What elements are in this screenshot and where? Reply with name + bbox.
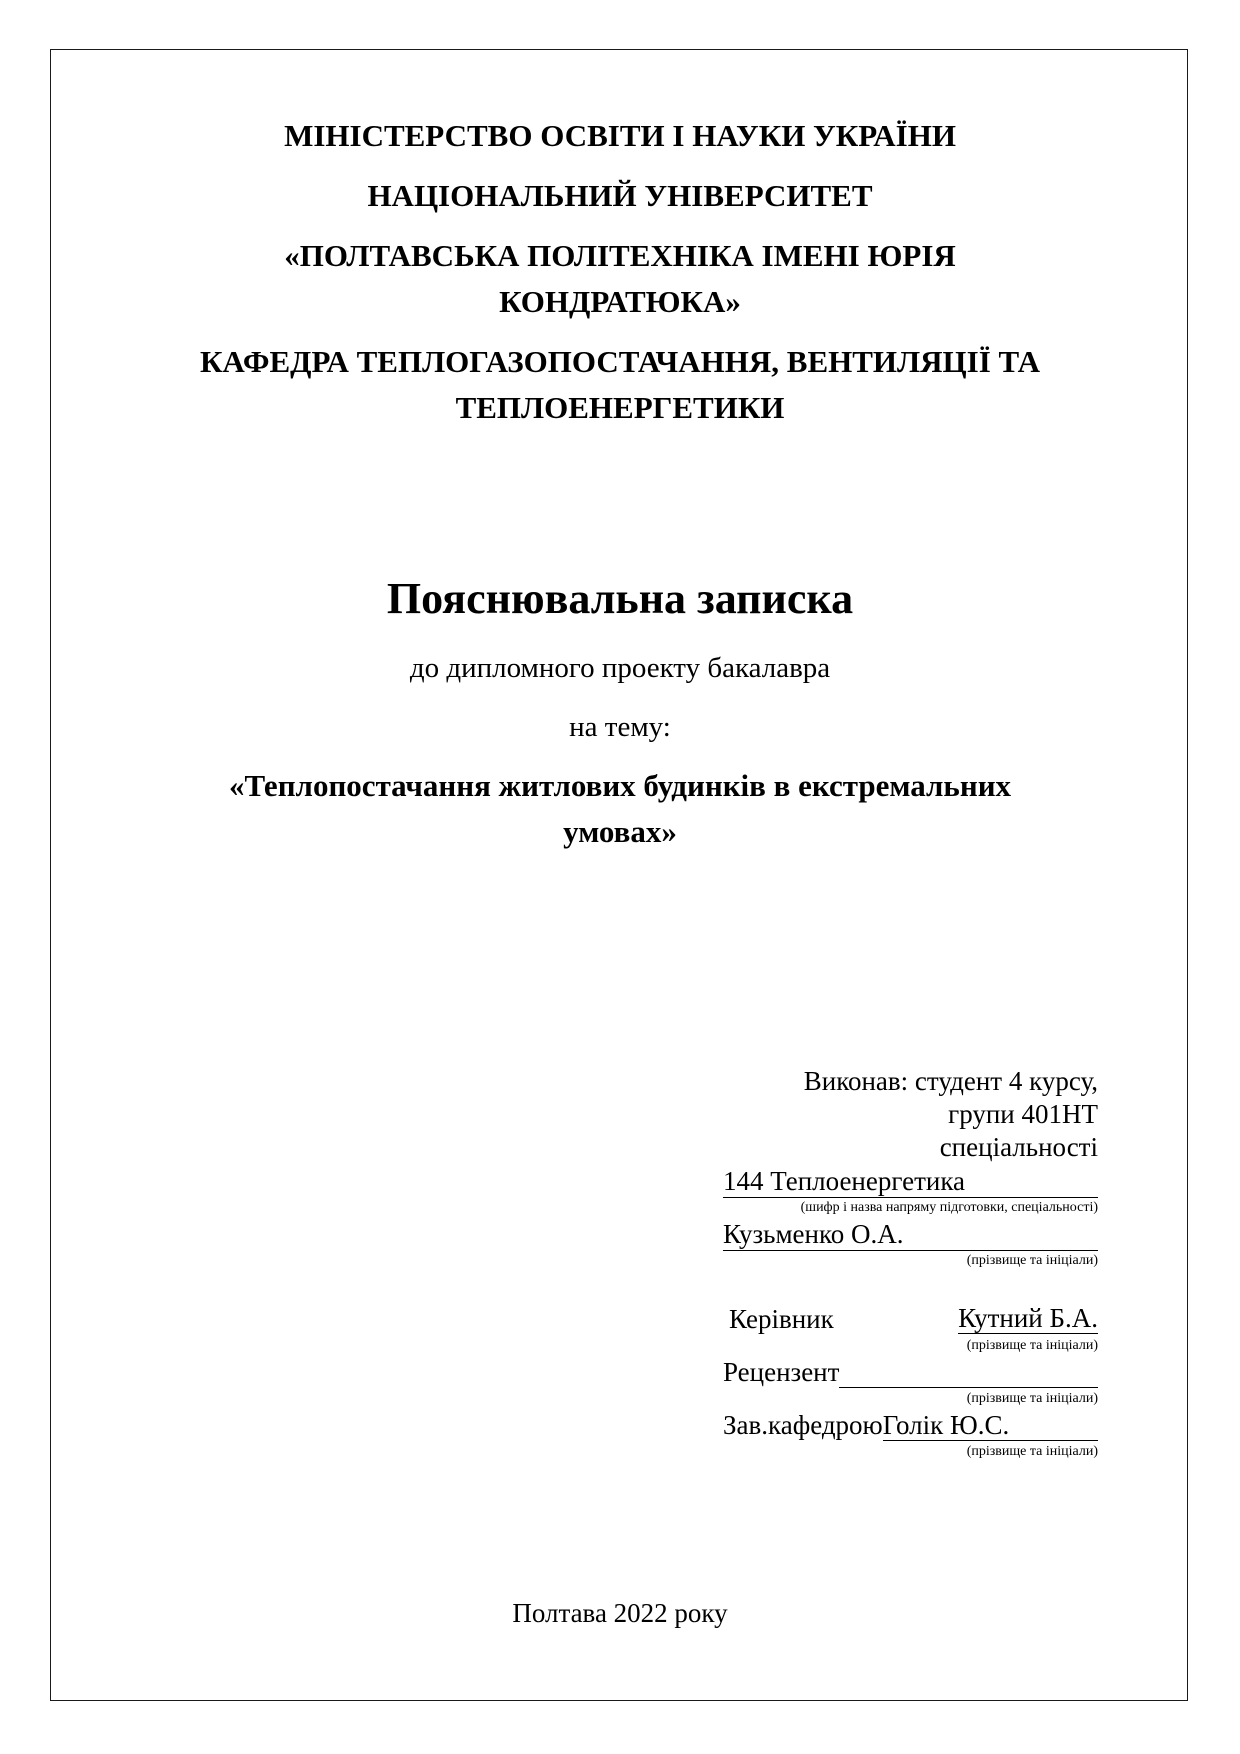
head-name: Голік Ю.С.: [883, 1410, 1098, 1441]
ministry-heading: МІНІСТЕРСТВО ОСВІТИ І НАУКИ УКРАЇНИ: [284, 118, 956, 153]
university-heading-line3: КОНДРАТЮКА»: [499, 284, 741, 319]
specialty-caption: (шифр і назва напряму підготовки, спеціальності): [800, 1200, 1098, 1215]
head-caption: (прізвище та ініціали): [966, 1444, 1098, 1459]
specialty-value: 144 Теплоенергетика: [723, 1165, 1098, 1198]
reviewer-row: [723, 1356, 1098, 1388]
group-label: групи 401НТ: [948, 1099, 1098, 1129]
supervisor-name: Кутний Б.А.: [958, 1303, 1098, 1333]
reviewer-label: Рецензент: [723, 1357, 840, 1387]
city-year: Полтава 2022 року: [512, 1598, 728, 1628]
department-heading-line1: КАФЕДРА ТЕПЛОГАЗОПОСТАЧАННЯ, ВЕНТИЛЯЦІЇ ТА: [199, 344, 1041, 379]
department-heading-line2: ТЕПЛОЕНЕРГЕТИКИ: [455, 390, 785, 425]
supervisor-label: Керівник: [729, 1304, 834, 1334]
document-title: Пояснювальна записка: [386, 574, 854, 623]
head-label: Зав.кафедрою: [723, 1410, 883, 1440]
reviewer-caption: (прізвище та ініціали): [966, 1391, 1098, 1406]
specialty-label: спеціальності: [939, 1132, 1098, 1162]
topic-line1: «Теплопостачання житлових будинків в екстремальних: [228, 768, 1012, 803]
on-topic-label: на тему:: [569, 711, 671, 743]
student-caption: (прізвище та ініціали): [966, 1253, 1098, 1268]
supervisor-row: [723, 1303, 1098, 1335]
performed-by-label: Виконав: студент 4 курсу,: [803, 1066, 1098, 1096]
university-heading-line2: «ПОЛТАВСЬКА ПОЛІТЕХНІКА ІМЕНІ ЮРІЯ: [284, 238, 956, 273]
document-subtitle: до дипломного проекту бакалавра: [409, 652, 831, 684]
supervisor-caption: (прізвище та ініціали): [966, 1338, 1098, 1353]
reviewer-name-field: [839, 1357, 1098, 1388]
head-of-department-row: [723, 1409, 1098, 1441]
topic-line2: умовах»: [563, 814, 677, 849]
student-name: Кузьменко О.А.: [723, 1218, 1098, 1251]
university-heading-line1: НАЦІОНАЛЬНИЙ УНІВЕРСИТЕТ: [367, 178, 873, 213]
